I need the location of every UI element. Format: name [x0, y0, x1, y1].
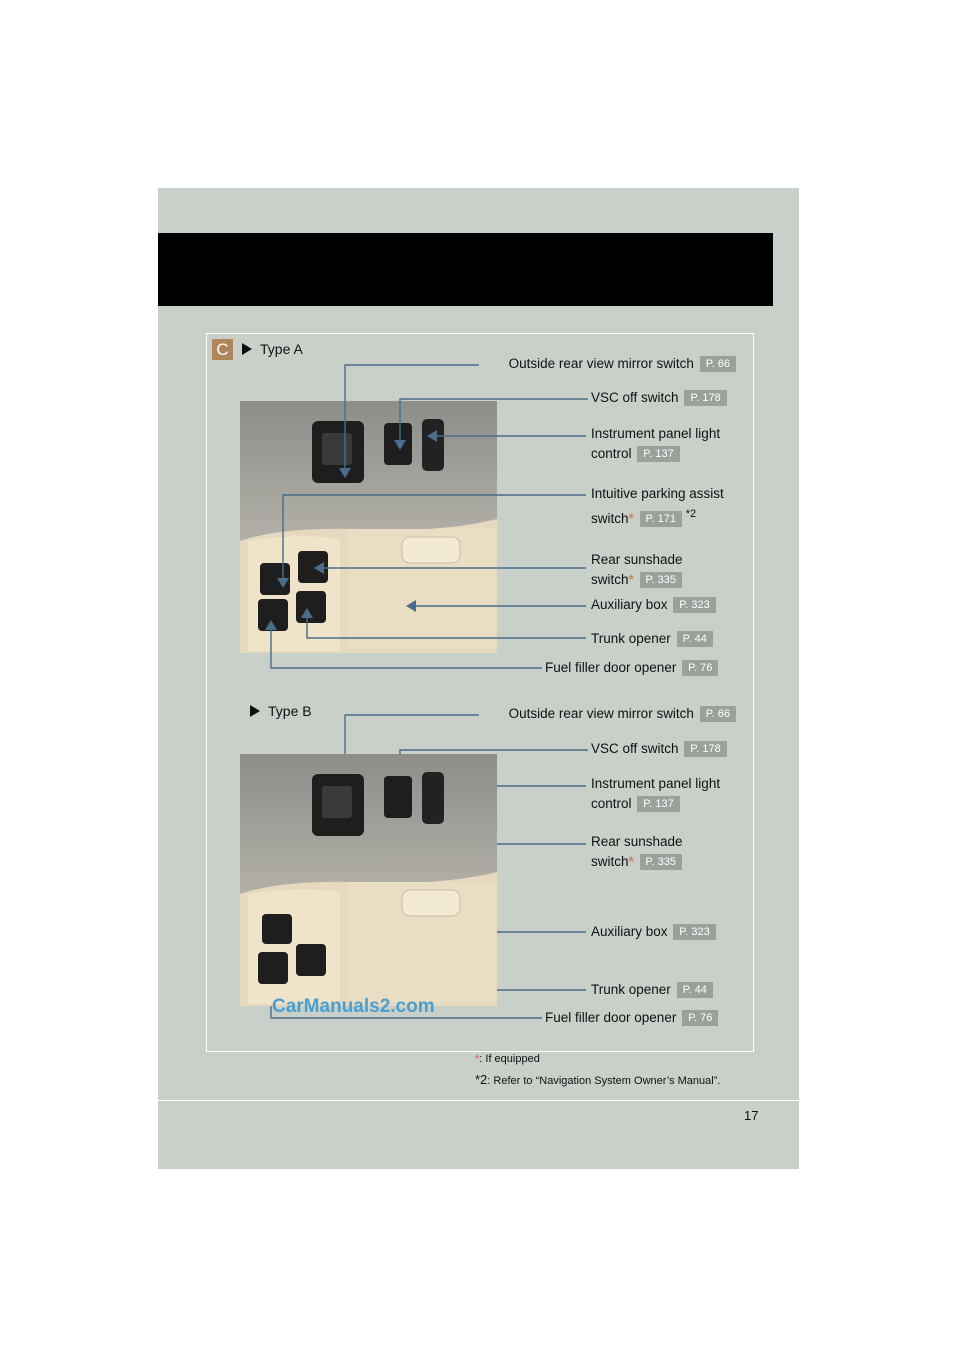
type-a-vsc-switch-label: VSC off switch P. 178: [591, 388, 727, 408]
type-b-header: [250, 703, 312, 719]
page-ref-tab[interactable]: P. 76: [682, 660, 718, 676]
page-ref-tab[interactable]: P. 44: [677, 631, 713, 647]
page-ref-tab[interactable]: P. 66: [700, 356, 736, 372]
page-ref-tab[interactable]: P. 76: [682, 1010, 718, 1026]
page-ref-tab[interactable]: P. 178: [684, 741, 726, 757]
type-b-panel-light-label: Instrument panel light control P. 137: [591, 776, 721, 811]
page-ref-tab[interactable]: P. 137: [637, 446, 679, 462]
type-a-rear-sunshade-label: Rear sunshade switch* P. 335: [591, 552, 683, 587]
type-b-switch-panel-photo: [240, 754, 497, 1006]
type-b-rear-sunshade-label: Rear sunshade switch* P. 335: [591, 834, 683, 869]
type-b-vsc-switch-label: VSC off switch P. 178: [591, 739, 727, 759]
type-b-mirror-switch-label: Outside rear view mirror switch P. 66: [430, 704, 736, 724]
page-ref-tab[interactable]: P. 323: [673, 924, 715, 940]
footnote-equipped: *: If equipped: [475, 1053, 540, 1065]
page-ref-tab[interactable]: P. 137: [637, 796, 679, 812]
triangle-marker-icon: [250, 705, 260, 717]
type-a-trunk-opener-label: Trunk opener P. 44: [591, 629, 713, 649]
type-b-auxiliary-box-label: Auxiliary box P. 323: [591, 922, 716, 942]
section-badge: C: [212, 339, 233, 360]
type-a-mirror-switch-label: Outside rear view mirror switch P. 66: [430, 354, 736, 374]
type-b-fuel-door-label: Fuel filler door opener P. 76: [545, 1008, 718, 1028]
page-ref-tab[interactable]: P. 66: [700, 706, 736, 722]
page-ref-tab[interactable]: P. 335: [640, 572, 682, 588]
type-a-parking-assist-label: Intuitive parking assist switch* P. 171 $^{*2}$: [591, 486, 724, 526]
type-b-title: Type B: [268, 703, 312, 719]
page-ref-tab[interactable]: P. 171: [640, 511, 682, 527]
page-ref-tab[interactable]: P. 323: [673, 597, 715, 613]
watermark-text: CarManuals2.com: [272, 996, 435, 1017]
type-a-panel-light-label: Instrument panel light control P. 137: [591, 426, 721, 461]
footnote-nav-manual: *2: Refer to “Navigation System Owner’s Manual”.: [475, 1072, 721, 1087]
type-a-auxiliary-box-label: Auxiliary box P. 323: [591, 595, 716, 615]
type-a-title: Type A: [260, 341, 303, 357]
page-ref-tab[interactable]: P. 44: [677, 982, 713, 998]
page-number: 17: [744, 1108, 759, 1123]
page-ref-tab[interactable]: P. 335: [640, 854, 682, 870]
type-a-fuel-door-label: Fuel filler door opener P. 76: [545, 658, 718, 678]
page-ref-tab[interactable]: P. 178: [684, 390, 726, 406]
type-b-trunk-opener-label: Trunk opener P. 44: [591, 980, 713, 1000]
